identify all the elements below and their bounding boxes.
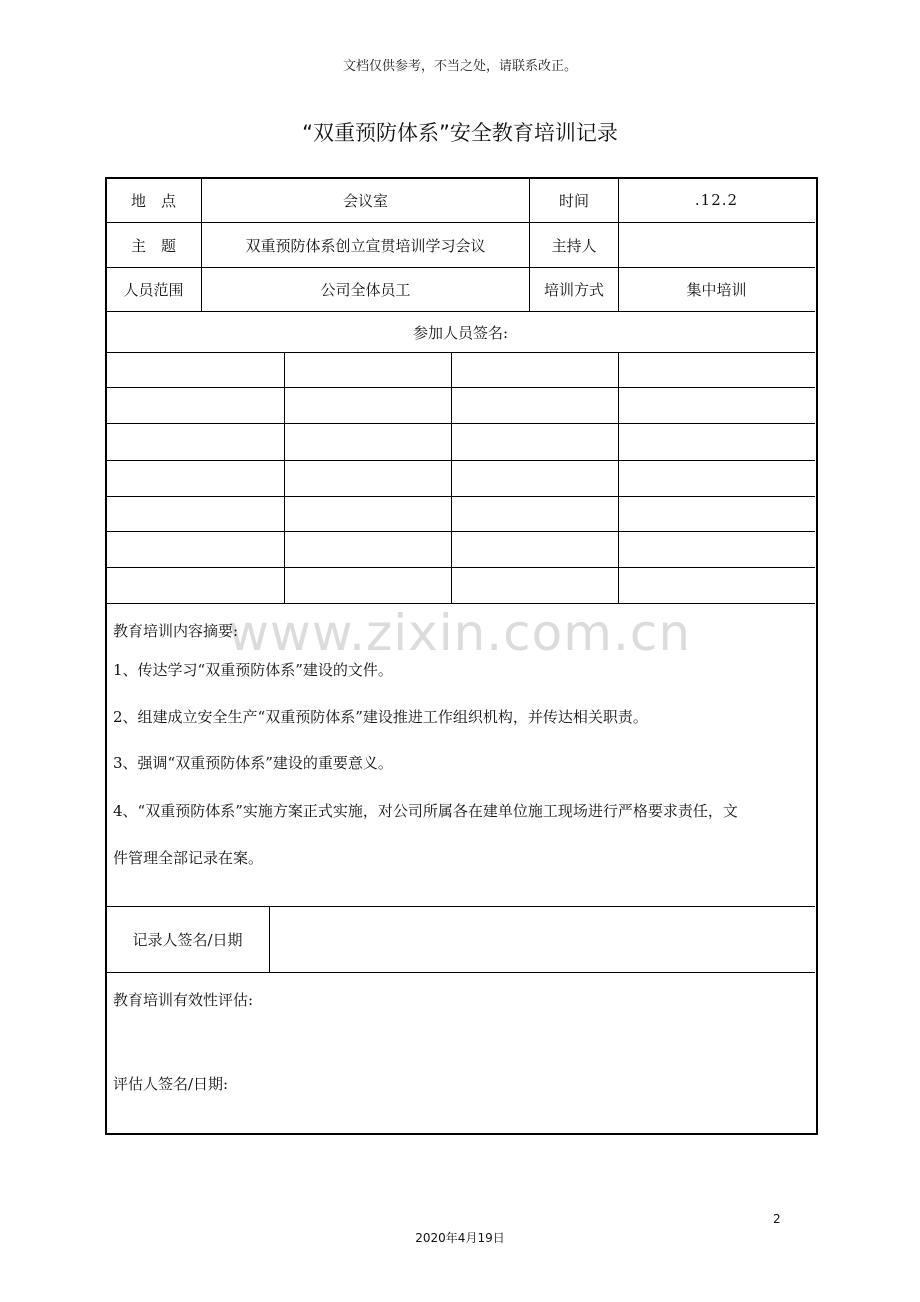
summary-item: 1、传达学习“双重预防体系”建设的文件。 xyxy=(113,661,393,679)
recorder-label: 记录人签名/日期 xyxy=(132,931,243,949)
time-value[interactable]: .12.2 xyxy=(694,191,739,209)
location-value[interactable]: 会议室 xyxy=(342,191,388,210)
footer-date: 2020年4月19日 xyxy=(415,1231,505,1245)
attendees-label: 参加人员签名: xyxy=(412,323,509,342)
method-value[interactable]: 集中培训 xyxy=(686,281,747,299)
evaluation-label: 教育培训有效性评估: xyxy=(113,991,254,1009)
time-label: 时间 xyxy=(558,191,589,210)
attendee-signature-grid[interactable] xyxy=(106,353,815,603)
recorder-signature-field[interactable] xyxy=(270,907,814,972)
topic-value[interactable]: 双重预防体系创立宣贯培训学习会议 xyxy=(245,236,486,255)
evaluator-label: 评估人签名/日期: xyxy=(113,1075,229,1093)
page-number: 2 xyxy=(773,1212,781,1226)
summary-item: 3、强调“双重预防体系”建设的重要意义。 xyxy=(113,754,393,772)
summary-heading: 教育培训内容摘要: xyxy=(113,622,239,640)
host-label: 主持人 xyxy=(551,236,597,255)
header-note: 文档仅供参考，不当之处，请联系改正。 xyxy=(342,59,577,74)
summary-item: 4、“双重预防体系”实施方案正式实施，对公司所属各在建单位施工现场进行严格要求责任，文 xyxy=(113,802,738,820)
watermark: www.zixin.com.cn xyxy=(228,604,692,662)
host-value[interactable] xyxy=(619,223,814,267)
topic-label: 主 题 xyxy=(130,236,176,255)
summary-item: 2、组建成立安全生产“双重预防体系”建设推进工作组织机构，并传达相关职责。 xyxy=(113,708,648,726)
summary-item: 件管理全部记录在案。 xyxy=(113,849,264,867)
method-label: 培训方式 xyxy=(543,281,604,299)
scope-value[interactable]: 公司全体员工 xyxy=(320,281,411,299)
page-title: “双重预防体系”安全教育培训记录 xyxy=(302,121,618,145)
row-divider xyxy=(106,972,815,973)
scope-label: 人员范围 xyxy=(123,281,184,299)
row-divider xyxy=(106,603,815,604)
location-label: 地 点 xyxy=(130,191,176,210)
